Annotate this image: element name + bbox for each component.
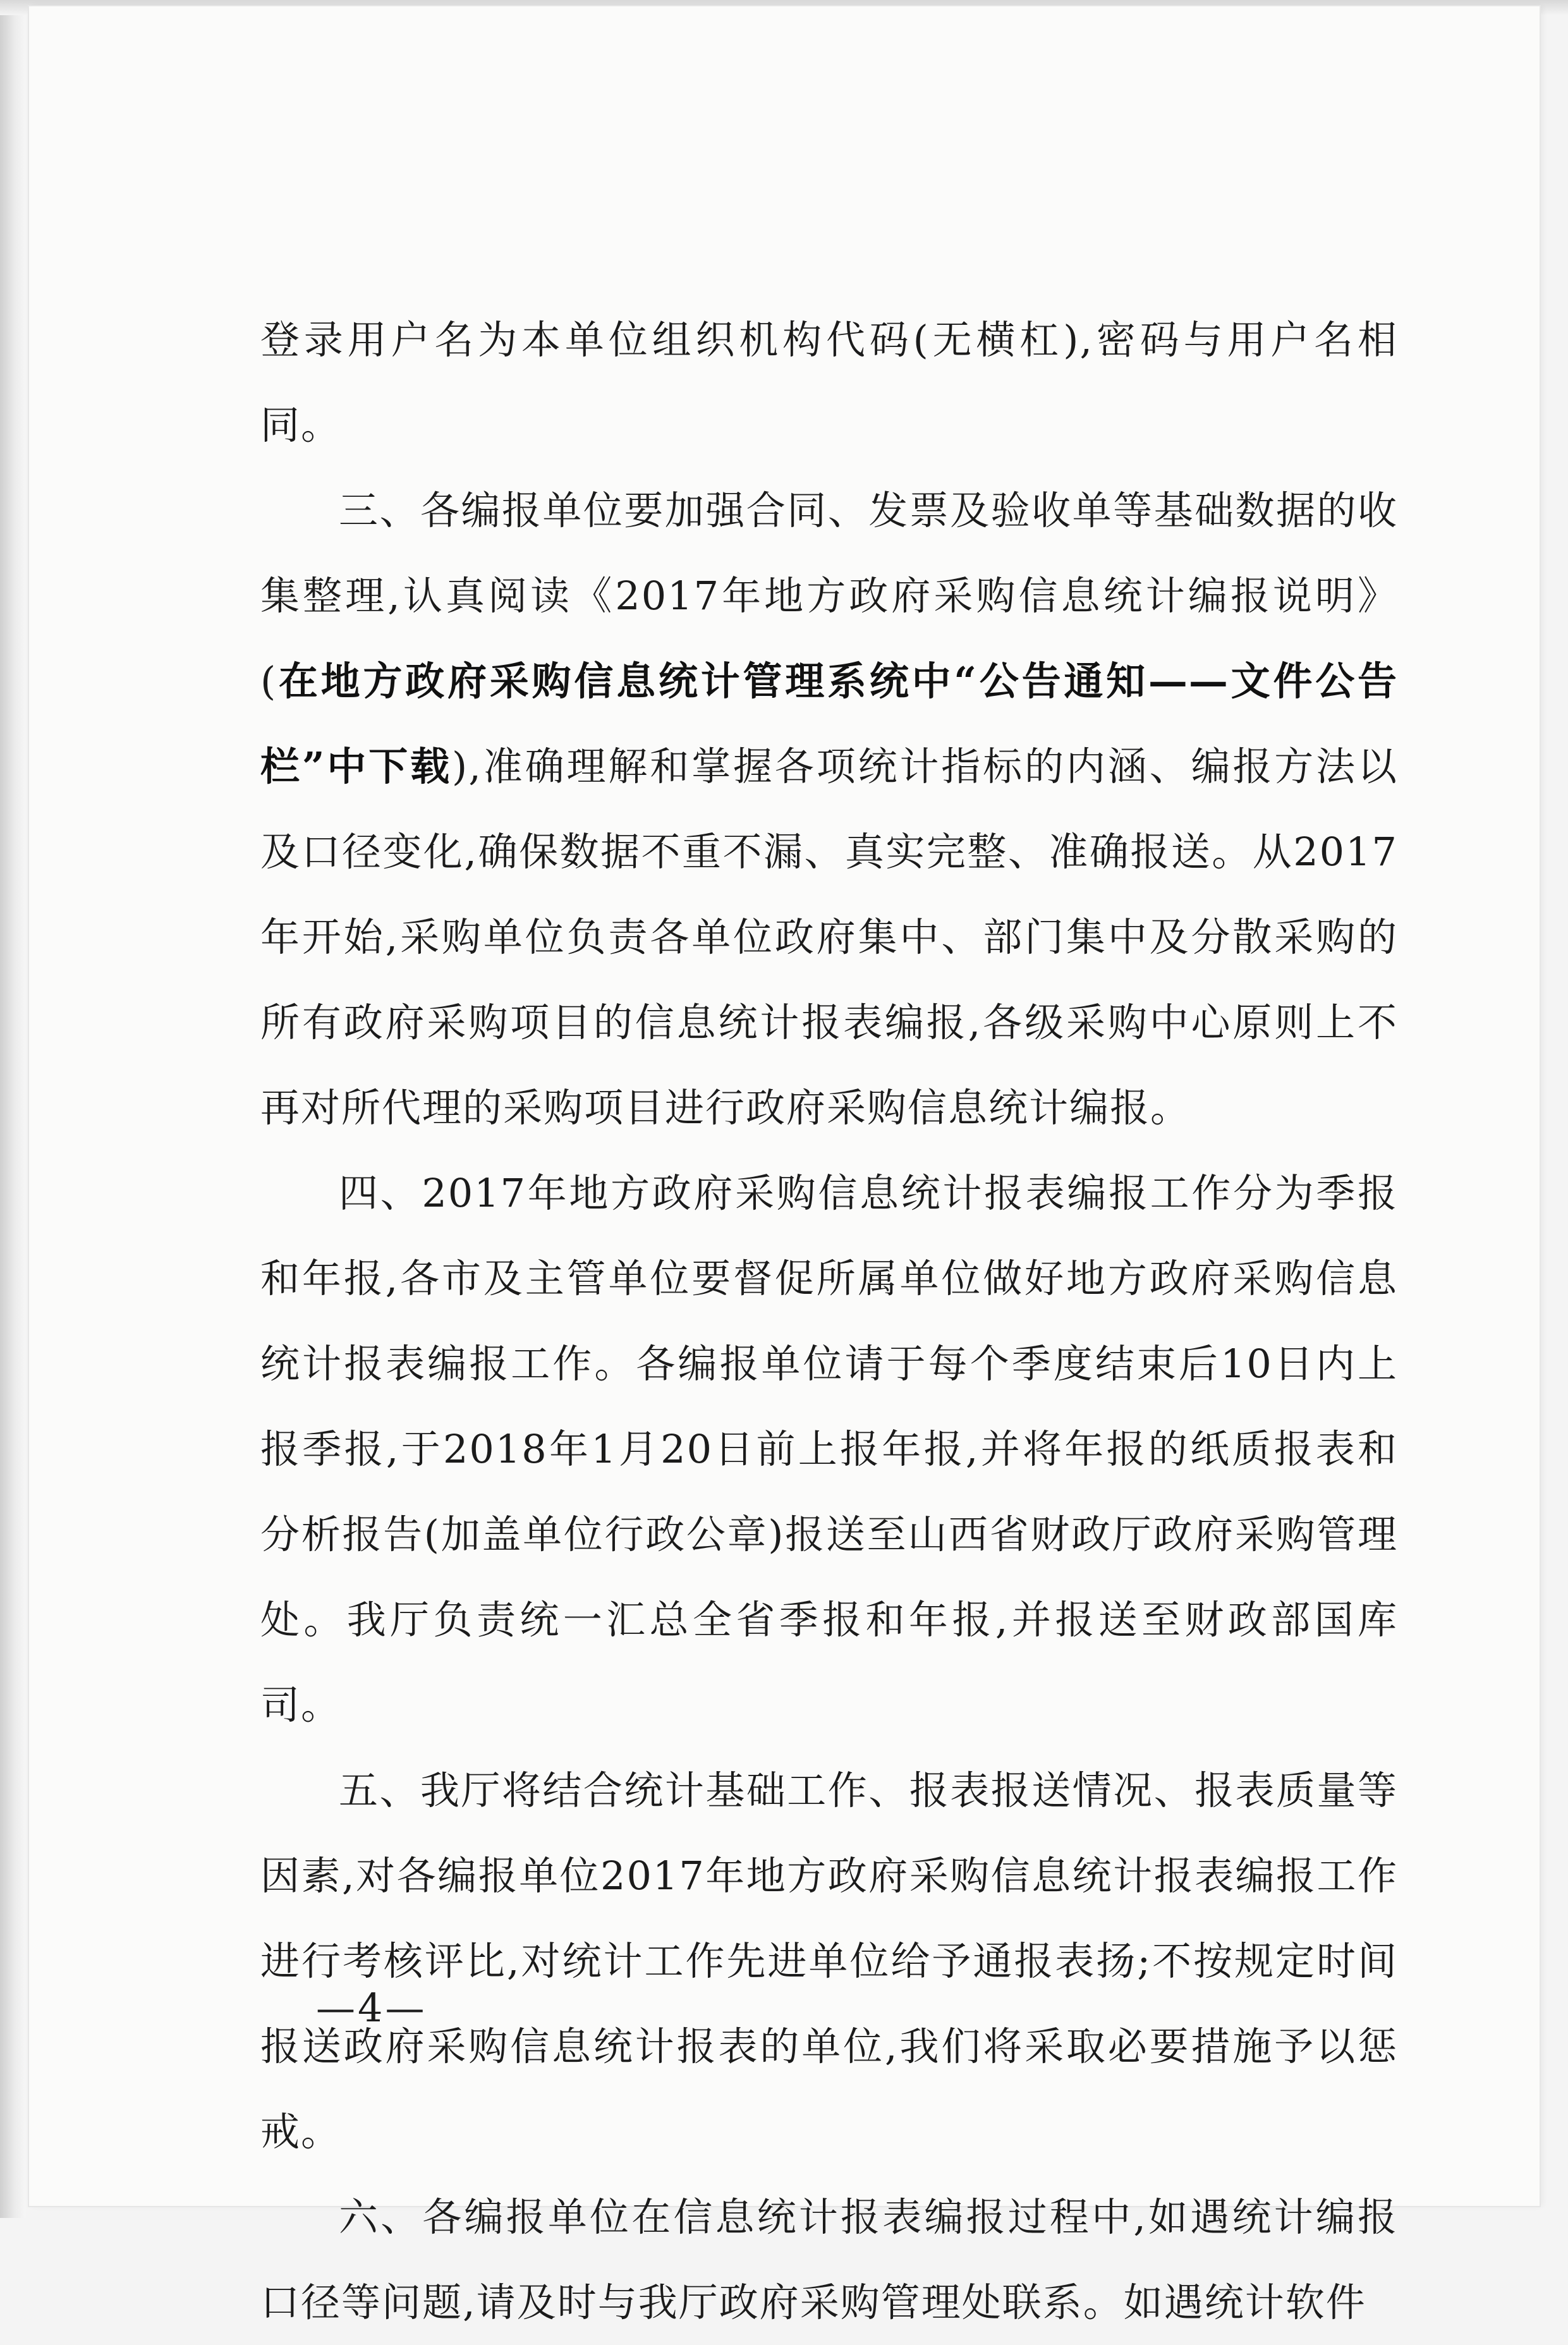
text-segment: 四、2017年地方政府采购信息统计报表编报工作分为季报和年报,各市及主管单位要督促所属单位做好地方政府采购信息统计报表编报工作。各编报单位请于每个季度结束后10日内上报季报,于2018年1月20日前上报年报,并将年报的纸质报表和分析报告(加盖单位行政公章)报送至山西省财政厅政府采购管理处。我厅负责统一汇总全省季报和年报,并报送至财政部国库司。	[260, 1170, 1398, 1728]
text-segment: 登录用户名为本单位组织机构代码(无横杠),密码与用户名相同。	[260, 317, 1398, 448]
paragraph-p2	[260, 1150, 1398, 1748]
text-segment: 六、各编报单位在信息统计报表编报过程中,如遇统计编报口径等问题,请及时与我厅政府采购管理处联系。如遇统计软件	[260, 2194, 1398, 2325]
scan-edge-left	[0, 0, 25, 2218]
bold-text-segment: 在地方政府采购信息统计管理系统中“公告通知——文件公告栏”中下载	[260, 658, 1398, 789]
text-segment: 五、我厅将结合统计基础工作、报表报送情况、报表质量等因素,对各编报单位2017年地方政府采购信息统计报表编报工作进行考核评比,对统计工作先进单位给予通报表扬;不按规定时间报送政府采购信息统计报表的单位,我们将采取必要措施予以惩戒。	[260, 1767, 1398, 2155]
paragraph-p4	[260, 2174, 1398, 2345]
paragraph-p0	[260, 297, 1398, 468]
text-segment: ),准确理解和掌握各项统计指标的内涵、编报方法以及口径变化,确保数据不重不漏、真实完整、准确报送。从2017年开始,采购单位负责各单位政府集中、部门集中及分散采购的所有政府采购项目的信息统计报表编报,各级采购中心原则上不再对所代理的采购项目进行政府采购信息统计编报。	[260, 743, 1398, 1131]
text-segment: 三、各编报单位要加强合同、发票及验收单等基础数据的收集整理,认真阅读《2017年地方政府采购信息统计编报说明》(	[260, 487, 1398, 704]
paragraph-p3	[260, 1748, 1398, 2174]
document-body	[260, 297, 1398, 2345]
page-number: —4—	[316, 1985, 427, 2031]
paragraph-p1	[260, 468, 1398, 1150]
